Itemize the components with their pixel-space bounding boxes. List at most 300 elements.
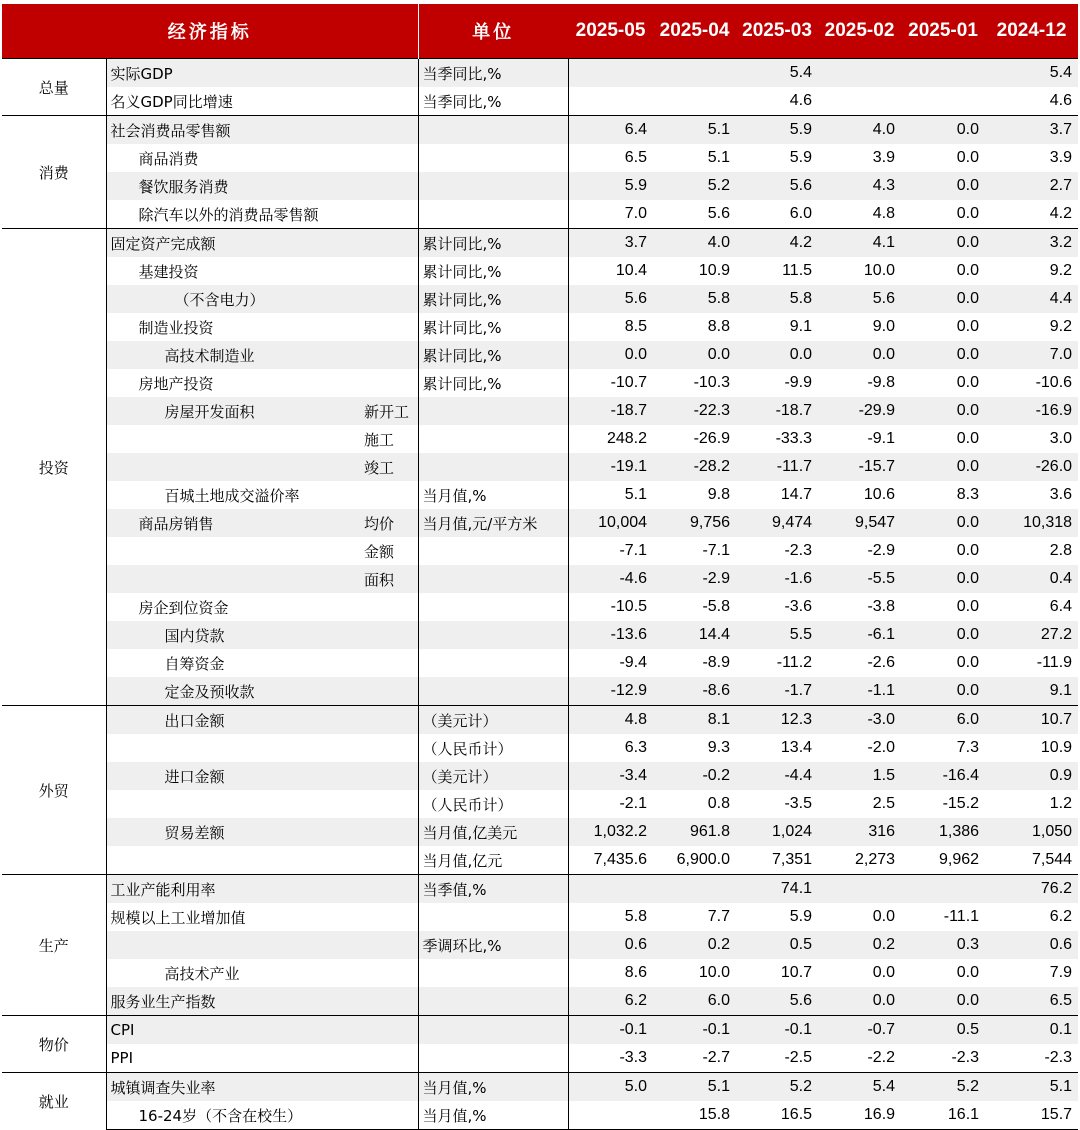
indicator-sub-label: 均价 (352, 509, 418, 537)
value-cell: 4.0 (653, 229, 736, 258)
value-cell: 7,351 (771, 851, 813, 868)
unit-cell (418, 987, 568, 1016)
indicator-name: 出口金额 (106, 706, 418, 735)
value-cell: 5.1 (985, 1073, 1078, 1102)
value-cell: -11.2 (776, 654, 813, 671)
value-cell: 9.8 (707, 486, 731, 503)
indicator-name (106, 453, 352, 481)
value-cell: -2.1 (619, 795, 648, 812)
value-cell: 0.2 (818, 931, 901, 959)
value-cell: 10.7 (985, 706, 1078, 735)
value-cell: 6.4 (568, 116, 653, 145)
value-cell: 0.4 (985, 565, 1078, 593)
indicator-sub-label: 竣工 (352, 453, 418, 481)
table-row (2, 621, 1078, 649)
value-cell: 5.2 (736, 1073, 818, 1102)
value-cell: 0.0 (736, 341, 818, 369)
table-row (2, 313, 1078, 341)
value-cell: 1,386 (901, 818, 985, 846)
value-cell: -0.1 (653, 1016, 736, 1045)
value-cell: 3.7 (568, 229, 653, 258)
table-row (2, 875, 1078, 904)
value-cell: 1,024 (736, 818, 818, 846)
unit-cell: 累计同比,% (418, 285, 568, 313)
value-cell: 27.2 (985, 621, 1078, 649)
value-cell: 248.2 (606, 430, 648, 447)
indicator-name: 规模以上工业增加值 (110, 908, 246, 927)
indicator-name: 服务业生产指数 (106, 987, 418, 1016)
unit-cell: 当月值,元/平方米 (418, 509, 568, 537)
unit-cell (418, 537, 568, 565)
indicator-name (106, 931, 418, 959)
value-cell: 0.3 (901, 931, 985, 959)
value-cell: 0.0 (901, 677, 985, 706)
value-cell: 0.0 (956, 318, 980, 335)
unit-cell: 当季值,% (418, 875, 568, 904)
indicator-name: 自筹资金 (164, 654, 225, 673)
category-label: 物价 (2, 1016, 106, 1073)
value-cell: -3.5 (784, 795, 813, 812)
value-cell: 0.0 (872, 908, 896, 925)
value-cell: 6.5 (624, 149, 648, 166)
value-cell (568, 1101, 653, 1130)
unit-cell (418, 200, 568, 229)
value-cell: 10.0 (698, 964, 731, 981)
indicator-name: （不含电力） (106, 285, 418, 313)
value-cell: 5.4 (818, 1073, 901, 1102)
category-label: 生产 (2, 875, 106, 1016)
value-cell: -3.3 (619, 1049, 648, 1066)
indicator-name: 除汽车以外的消费品零售额 (138, 205, 319, 224)
value-cell: 5.8 (653, 285, 736, 313)
unit-cell (418, 453, 568, 481)
unit-cell: （美元计） (418, 762, 568, 790)
value-cell: 3.9 (872, 149, 896, 166)
category-label: 总量 (2, 59, 106, 116)
value-cell: 10.6 (863, 486, 896, 503)
value-cell: 5.9 (568, 172, 653, 200)
value-cell: -9.4 (619, 654, 648, 671)
value-cell: 0.1 (985, 1016, 1078, 1045)
unit-cell (418, 1016, 568, 1045)
table-row (2, 1044, 1078, 1073)
value-cell: 2.8 (1049, 542, 1073, 559)
indicator-name: 固定资产完成额 (106, 229, 418, 258)
unit-cell: 当月值,% (418, 1073, 568, 1102)
value-cell: 5.8 (736, 285, 818, 313)
table-row (2, 846, 1078, 875)
category-label: 投资 (2, 229, 106, 706)
value-cell: 2.7 (985, 172, 1078, 200)
value-cell: -3.8 (867, 598, 896, 615)
table-row (2, 116, 1078, 145)
value-cell: 6.2 (1049, 908, 1073, 925)
value-cell: 7.0 (985, 341, 1078, 369)
value-cell: 16.9 (818, 1101, 901, 1130)
unit-cell: 当月值,% (418, 481, 568, 509)
table-row (2, 397, 1078, 425)
unit-cell (418, 959, 568, 987)
value-cell: -29.9 (818, 397, 901, 425)
value-cell: 0.2 (653, 931, 736, 959)
value-cell: 0.0 (956, 149, 980, 166)
unit-cell (418, 1044, 568, 1073)
unit-cell (418, 621, 568, 649)
value-cell: 0.0 (901, 172, 985, 200)
indicator-name: 商品消费 (138, 149, 199, 168)
value-cell: 74.1 (736, 875, 818, 904)
value-cell: 2,273 (854, 851, 896, 868)
value-cell: -0.7 (818, 1016, 901, 1045)
unit-cell (418, 677, 568, 706)
value-cell: 7,435.6 (593, 851, 648, 868)
value-cell: 6.2 (568, 987, 653, 1016)
value-cell: -16.9 (985, 397, 1078, 425)
value-cell: 5.9 (789, 908, 813, 925)
indicator-name (106, 565, 352, 593)
value-cell: 4.6 (1049, 92, 1073, 109)
indicator-name: 百城土地成交溢价率 (164, 486, 300, 505)
value-cell: 0.0 (568, 341, 653, 369)
indicator-name: 基建投资 (138, 262, 199, 281)
value-cell: 0.0 (956, 654, 980, 671)
value-cell: 9,474 (736, 509, 818, 537)
value-cell: 0.0 (956, 205, 980, 222)
value-cell: 10,004 (568, 509, 653, 537)
value-cell: 8.5 (624, 318, 648, 335)
value-cell: -4.4 (736, 762, 818, 790)
value-cell: 6.3 (624, 739, 648, 756)
value-cell: 6.4 (1049, 598, 1073, 615)
value-cell: 10.0 (863, 262, 896, 279)
value-cell: 1,032.2 (568, 818, 653, 846)
value-cell: 4.8 (872, 205, 896, 222)
value-cell: 3.7 (985, 116, 1078, 145)
value-cell: 6.0 (901, 706, 985, 735)
value-cell: -2.6 (867, 654, 896, 671)
header-indicator: 经济指标 (2, 4, 418, 59)
table-row (2, 903, 1078, 931)
value-cell: 3.0 (1049, 430, 1073, 447)
value-cell: 4.8 (568, 706, 653, 735)
indicator-name: 房企到位资金 (138, 598, 229, 617)
value-cell: 76.2 (985, 875, 1078, 904)
value-cell: -15.7 (818, 453, 901, 481)
table-row (2, 565, 1078, 593)
indicator-name: 名义GDP同比增速 (110, 92, 233, 111)
header-date: 2024-12 (985, 4, 1078, 59)
header-unit: 单位 (418, 4, 568, 59)
unit-cell (418, 397, 568, 425)
value-cell: -0.1 (568, 1016, 653, 1045)
value-cell: 5.0 (568, 1073, 653, 1102)
table-row (2, 593, 1078, 621)
table-row (2, 481, 1078, 509)
value-cell: -18.7 (736, 397, 818, 425)
header-date: 2025-04 (653, 4, 736, 59)
value-cell: 5.6 (736, 987, 818, 1016)
value-cell: -10.5 (610, 598, 648, 615)
unit-cell (418, 593, 568, 621)
unit-cell: （美元计） (418, 706, 568, 735)
value-cell: 0.0 (956, 374, 980, 391)
table-row (2, 762, 1078, 790)
value-cell (568, 875, 653, 904)
indicator-name (106, 734, 418, 762)
value-cell: -10.6 (1035, 374, 1073, 391)
value-cell: -3.0 (818, 706, 901, 735)
value-cell: 2.5 (872, 795, 896, 812)
value-cell: 7,544 (1031, 851, 1073, 868)
unit-cell (418, 172, 568, 200)
table-row (2, 677, 1078, 706)
value-cell (901, 875, 985, 904)
indicator-name: 餐饮服务消费 (106, 172, 418, 200)
value-cell: 7.9 (1049, 964, 1073, 981)
value-cell: 0.0 (901, 341, 985, 369)
value-cell: 3.6 (1049, 486, 1073, 503)
table-row (2, 341, 1078, 369)
value-cell: 0.5 (736, 931, 818, 959)
value-cell: -15.2 (942, 795, 980, 812)
value-cell: -1.7 (736, 677, 818, 706)
indicator-name: 制造业投资 (138, 318, 214, 337)
value-cell: 9.2 (1049, 318, 1073, 335)
value-cell: -5.8 (702, 598, 731, 615)
header-date: 2025-02 (818, 4, 901, 59)
value-cell: -8.9 (702, 654, 731, 671)
unit-cell: 当季同比,% (418, 87, 568, 116)
value-cell: 1.5 (818, 762, 901, 790)
value-cell: 3.9 (1049, 149, 1073, 166)
value-cell: 5.4 (736, 59, 818, 88)
value-cell: -2.9 (653, 565, 736, 593)
unit-cell: 累计同比,% (418, 257, 568, 285)
table-row (2, 369, 1078, 397)
unit-cell: （人民币计） (418, 790, 568, 818)
value-cell: -26.9 (693, 430, 731, 447)
value-cell: 8.6 (624, 964, 648, 981)
unit-cell (418, 565, 568, 593)
unit-cell: 当月值,亿元 (418, 846, 568, 875)
indicator-name: CPI (106, 1016, 418, 1045)
value-cell: 0.9 (985, 762, 1078, 790)
value-cell: 5.2 (901, 1073, 985, 1102)
indicator-sub-label: 新开工 (352, 397, 418, 425)
value-cell: 10.7 (780, 964, 813, 981)
value-cell: 14.4 (653, 621, 736, 649)
value-cell: 4.6 (789, 92, 813, 109)
indicator-name: 国内贷款 (106, 621, 418, 649)
indicator-sub-label: 面积 (352, 565, 418, 593)
value-cell: 0.0 (901, 285, 985, 313)
value-cell: -9.1 (867, 430, 896, 447)
unit-cell: 累计同比,% (418, 341, 568, 369)
value-cell: 5.1 (653, 116, 736, 145)
indicator-name: 16-24岁（不含在校生） (106, 1101, 418, 1130)
value-cell: 4.2 (1049, 205, 1073, 222)
indicator-name: 社会消费品零售额 (106, 116, 418, 145)
value-cell: -2.0 (867, 739, 896, 756)
value-cell: 6,900.0 (676, 851, 731, 868)
value-cell: -18.7 (568, 397, 653, 425)
value-cell: 5.8 (624, 908, 648, 925)
value-cell: 1.2 (1049, 795, 1073, 812)
value-cell: -11.7 (736, 453, 818, 481)
economic-indicators-table (2, 4, 1078, 1130)
unit-cell: 当季同比,% (418, 59, 568, 88)
value-cell: 9,962 (938, 851, 980, 868)
value-cell: 4.2 (736, 229, 818, 258)
value-cell: -11.9 (1036, 654, 1073, 671)
value-cell: 5.1 (707, 149, 731, 166)
table-row (2, 425, 1078, 453)
value-cell (818, 59, 901, 88)
header-date: 2025-03 (736, 4, 818, 59)
indicator-name: 商品房销售 (106, 509, 352, 537)
value-cell: -12.9 (568, 677, 653, 706)
value-cell: 7.3 (956, 739, 980, 756)
value-cell: -10.7 (610, 374, 648, 391)
value-cell: -9.9 (784, 374, 813, 391)
value-cell: 13.4 (780, 739, 813, 756)
value-cell: 9.3 (707, 739, 731, 756)
value-cell (901, 59, 985, 88)
value-cell: 0.0 (901, 229, 985, 258)
value-cell: 7.0 (624, 205, 648, 222)
unit-cell (418, 144, 568, 172)
value-cell: 0.0 (956, 542, 980, 559)
indicator-name: 房屋开发面积 (106, 397, 352, 425)
indicator-name (106, 425, 352, 453)
unit-cell: 季调环比,% (418, 931, 568, 959)
value-cell: 9.1 (985, 677, 1078, 706)
value-cell: -7.1 (702, 542, 731, 559)
value-cell: 15.7 (985, 1101, 1078, 1130)
header-date: 2025-01 (901, 4, 985, 59)
value-cell: 5.1 (624, 486, 648, 503)
value-cell: 0.0 (818, 987, 901, 1016)
value-cell: 6.5 (985, 987, 1078, 1016)
value-cell: 6.0 (653, 987, 736, 1016)
table-row (2, 734, 1078, 762)
category-label: 外贸 (2, 706, 106, 875)
value-cell: 4.3 (818, 172, 901, 200)
category-label: 消费 (2, 116, 106, 229)
value-cell: 15.8 (653, 1101, 736, 1130)
value-cell: -8.6 (653, 677, 736, 706)
value-cell: 0.0 (872, 964, 896, 981)
value-cell: 5.5 (736, 621, 818, 649)
value-cell: 0.0 (901, 565, 985, 593)
indicator-name (106, 537, 352, 565)
value-cell: 0.5 (901, 1016, 985, 1045)
value-cell: -13.6 (568, 621, 653, 649)
value-cell: 4.4 (985, 285, 1078, 313)
value-cell (568, 87, 653, 116)
value-cell: 0.0 (956, 598, 980, 615)
table-row (2, 649, 1078, 677)
table-row (2, 172, 1078, 200)
table-row (2, 1073, 1078, 1102)
value-cell: 10.9 (1040, 739, 1073, 756)
value-cell: -2.3 (951, 1049, 980, 1066)
indicator-name: 进口金额 (106, 762, 418, 790)
value-cell: -5.5 (818, 565, 901, 593)
indicator-name: 高技术产业 (164, 964, 240, 983)
indicator-name: PPI (110, 1049, 134, 1067)
value-cell: 0.0 (901, 453, 985, 481)
unit-cell (418, 649, 568, 677)
value-cell: 4.0 (818, 116, 901, 145)
unit-cell: 当月值,% (418, 1101, 568, 1130)
value-cell: 10.9 (698, 262, 731, 279)
indicator-name: 实际GDP (106, 59, 418, 88)
value-cell: -2.9 (867, 542, 896, 559)
table-row (2, 959, 1078, 987)
value-cell (818, 87, 901, 116)
table-row (2, 931, 1078, 959)
value-cell: -33.3 (775, 430, 813, 447)
table-row (2, 59, 1078, 88)
value-cell: 0.0 (901, 509, 985, 537)
unit-cell: 累计同比,% (418, 229, 568, 258)
value-cell: -26.0 (985, 453, 1078, 481)
value-cell: 5.9 (736, 116, 818, 145)
value-cell (653, 59, 736, 88)
value-cell: 316 (818, 818, 901, 846)
value-cell (653, 875, 736, 904)
table-row (2, 537, 1078, 565)
value-cell: 8.3 (956, 486, 980, 503)
value-cell: 8.8 (707, 318, 731, 335)
value-cell: 5.2 (653, 172, 736, 200)
table-row (2, 285, 1078, 313)
value-cell: -7.1 (619, 542, 648, 559)
indicator-name: 工业产能利用率 (106, 875, 418, 904)
value-cell: 11.5 (782, 262, 813, 279)
table-row (2, 1016, 1078, 1045)
unit-cell (418, 116, 568, 145)
value-cell: -22.3 (653, 397, 736, 425)
value-cell: -3.4 (568, 762, 653, 790)
table-row (2, 453, 1078, 481)
value-cell: -2.5 (784, 1049, 813, 1066)
value-cell: 0.0 (956, 262, 980, 279)
header-row (2, 4, 1078, 59)
value-cell: 3.2 (985, 229, 1078, 258)
value-cell: 9,756 (653, 509, 736, 537)
value-cell: 0.6 (568, 931, 653, 959)
table-row (2, 200, 1078, 229)
value-cell: 0.0 (901, 987, 985, 1016)
value-cell: 0.0 (956, 430, 980, 447)
value-cell: 0.0 (653, 341, 736, 369)
value-cell: 16.1 (901, 1101, 985, 1130)
indicator-name (106, 846, 418, 875)
value-cell: -6.1 (818, 621, 901, 649)
indicator-name: 贸易差额 (106, 818, 418, 846)
value-cell: -10.3 (693, 374, 731, 391)
value-cell: -11.1 (943, 908, 980, 925)
value-cell: -28.2 (653, 453, 736, 481)
value-cell: 9.1 (789, 318, 813, 335)
value-cell: 5.9 (789, 149, 813, 166)
value-cell: 12.3 (736, 706, 818, 735)
value-cell: -0.1 (736, 1016, 818, 1045)
value-cell: 10,318 (985, 509, 1078, 537)
table-body (2, 59, 1078, 1130)
